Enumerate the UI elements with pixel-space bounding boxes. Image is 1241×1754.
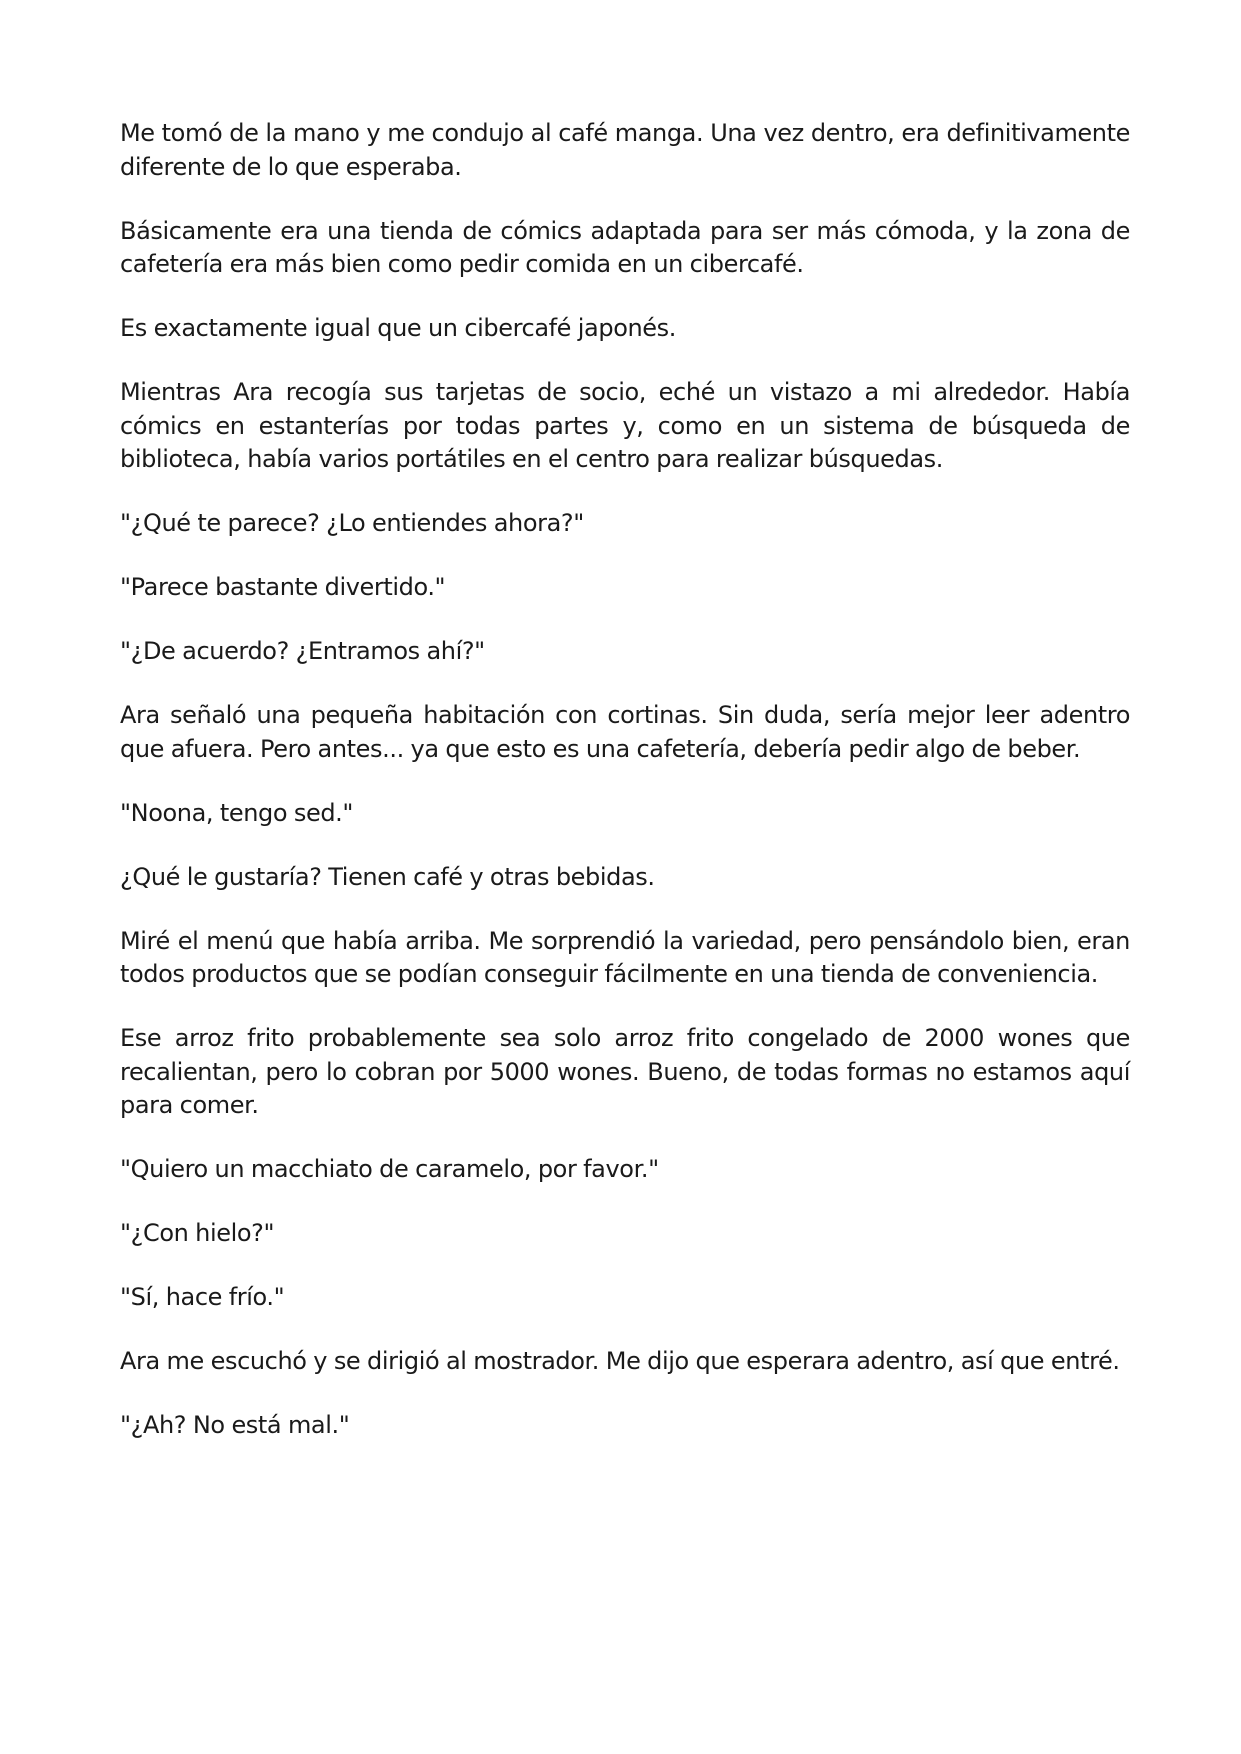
- paragraph: "Noona, tengo sed.": [120, 798, 354, 827]
- paragraph: "¿De acuerdo? ¿Entramos ahí?": [120, 637, 485, 665]
- paragraph: "¿Ah? No está mal.": [120, 1411, 350, 1439]
- paragraph: Básicamente era una tienda de cómics adaptada para ser más cómoda, y la zona de cafetería era más bien como pedir comida en un cibercafé.: [120, 216, 1130, 278]
- paragraph: Ese arroz frito probablemente sea solo arroz frito congelado de 2000 wones que recalientan, pero lo cobran por 5000 wones. Bueno, de todas formas no estamos aquí para comer.: [120, 1024, 1130, 1119]
- paragraph: "¿Con hielo?": [120, 1219, 275, 1247]
- paragraph: Ara me escuchó y se dirigió al mostrador. Me dijo que esperara adentro, así que entré.: [120, 1347, 1120, 1375]
- paragraph: "¿Qué te parece? ¿Lo entiendes ahora?": [120, 509, 584, 537]
- paragraph: Ara señaló una pequeña habitación con cortinas. Sin duda, sería mejor leer adentro que afuera. Pero antes... ya que esto es una cafetería, debería pedir algo de beber.: [120, 701, 1130, 763]
- paragraph: ¿Qué le gustaría? Tienen café y otras bebidas.: [120, 862, 655, 891]
- paragraph: Es exactamente igual que un cibercafé japonés.: [120, 314, 676, 342]
- document-body: [120, 117, 1130, 1473]
- paragraph: "Quiero un macchiato de caramelo, por favor.": [120, 1155, 659, 1183]
- paragraph: Me tomó de la mano y me condujo al café manga. Una vez dentro, era definitivamente diferente de lo que esperaba.: [120, 119, 1130, 181]
- paragraph: Mientras Ara recogía sus tarjetas de socio, eché un vistazo a mi alrededor. Había cómics en estanterías por todas partes y, como en un sistema de búsqueda de biblioteca, había varios portátiles en el centro para realizar búsquedas.: [120, 378, 1130, 473]
- paragraph: "Parece bastante divertido.": [120, 573, 446, 601]
- paragraph: Miré el menú que había arriba. Me sorprendió la variedad, pero pensándolo bien, eran todos productos que se podían conseguir fácilmente en una tienda de conveniencia.: [120, 926, 1130, 988]
- paragraph: "Sí, hace frío.": [120, 1283, 285, 1311]
